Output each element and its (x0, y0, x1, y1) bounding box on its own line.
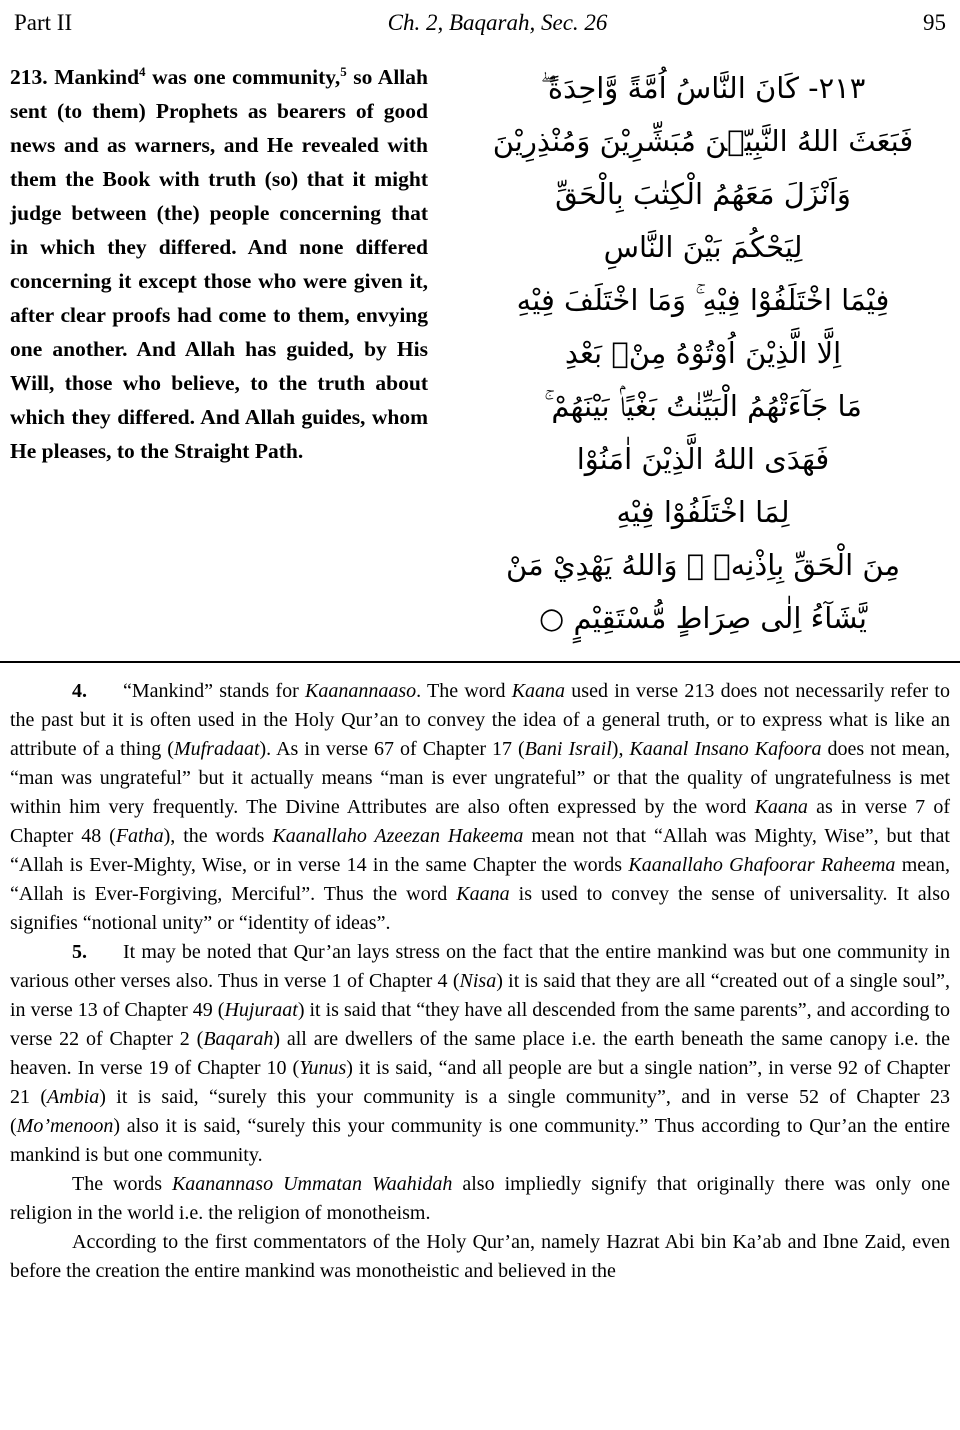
text-segment: ) all are dwellers of the same place i.e. the earth beneath the same canopy i.e. the heaven. In verse 19 of Chapter 10 ( (10, 1028, 951, 1079)
text-segment: Kaanannaso Ummatan Waahidah (171, 1173, 453, 1195)
verse-section (8, 60, 952, 645)
text-segment: ), the words (163, 825, 273, 847)
text-segment: does not mean, “man was ungrateful” but it actually means “man is ever ungrateful” or that the quality of ungratefulness is met within him very frequently. The Divine Attributes are also often expressed by the word (10, 738, 951, 818)
text-segment: “Mankind” stands for (123, 680, 306, 702)
text-segment: Ambia (47, 1086, 100, 1108)
text-segment: Kaanallaho Azeezan Hakeema (272, 825, 524, 847)
header-part-label: Part II (14, 10, 73, 35)
text-segment: also impliedly signify that originally there was only one religion in the world i.e. the religion of monotheism. (10, 1173, 951, 1224)
footnote-reference: 4 (139, 63, 146, 79)
text-segment: Kaanal Insano Kafoora (629, 738, 822, 760)
header-chapter-title: Ch. 2, Baqarah, Sec. 26 (387, 10, 608, 35)
text-segment: was one community, (145, 65, 341, 89)
text-segment: ) also it is said, “surely this your community is one community.” Thus according to Qur’an the entire mankind is but one community. (10, 1115, 950, 1166)
text-segment: Hujuraat (224, 999, 298, 1021)
text-segment: mean not that “Allah was Mighty, Wise”, but that “Allah is Ever-Mighty, Wise, or in verse 14 in the same Chapter the words (10, 825, 950, 876)
arabic-line: اِلَّا الَّذِيْنَ اُوْتُوْهُ مِنْۢ بَعْدِ (564, 336, 842, 370)
text-segment: ) it is said, “surely this your community is a single community”, and in verse 52 of Chapter 23 ( (10, 1086, 950, 1137)
arabic-line: مِنَ الْحَقِّ بِاِذْنِهٖ ۗ وَاللهُ يَهْدِيْ مَنْ (506, 548, 900, 582)
footnote-paragraph (10, 938, 950, 1170)
arabic-line: وَاَنْزَلَ مَعَهُمُ الْكِتٰبَ بِالْحَقِّ (555, 177, 851, 211)
text-segment: so Allah sent (to them) Prophets as bearers of good news and as warners, and He revealed with them the Book with truth (so) that it might judge between (the) people concerning that in which they differed. And none differed concerning it except those who were given it, after clear proofs had come to them, envying one another. And Allah has guided, by His Will, those who believe, to the truth about which they differed. And Allah guides, whom He pleases, to the Straight Path. (10, 65, 428, 463)
text-segment: It may be noted that Qur’an lays stress on the fact that the entire mankind was but one community in various other verses also. Thus in verse 1 of Chapter 4 ( (10, 941, 950, 992)
footnote-separator (0, 661, 960, 663)
arabic-line: فِيْمَا اخْتَلَفُوْا فِيْهِ ۚ وَمَا اخْتَلَفَ فِيْهِ (516, 283, 890, 317)
text-segment: Kaana (456, 883, 510, 905)
text-segment: used in verse 213 does not necessarily refer to the past but it is often used in the Holy Qur’an to convey the idea of a general truth, or to express what is like an attribute of a thing ( (10, 680, 950, 760)
text-segment: mean, “Allah is Ever-Forgiving, Merciful”. Thus the word (10, 854, 951, 905)
arabic-text (428, 60, 952, 645)
arabic-line: يَّشَآءُ اِلٰى صِرَاطٍ مُّسْتَقِيْمٍ ○ (538, 601, 868, 635)
text-segment: ). As in verse 67 of Chapter 17 ( (259, 738, 525, 760)
text-segment: ) it is said that “they have all descended from the same parents”, and according to verse 22 of Chapter 2 ( (10, 999, 950, 1050)
footnote-paragraph (10, 677, 950, 938)
arabic-line: فَهَدَى اللهُ الَّذِيْنَ اٰمَنُوْا (576, 442, 830, 476)
footnote-reference: 5 (340, 63, 347, 79)
footnote-paragraph (10, 1170, 950, 1228)
text-segment: Yunus (299, 1057, 347, 1079)
text-segment: According to the first commentators of the Holy Qur’an, namely Hazrat Abi bin Ka’ab and Ibne Zaid, even before the creation the entire mankind was monotheistic and believed in the (10, 1231, 950, 1282)
text-segment: . The word (416, 680, 512, 702)
arabic-line: لِمَا اخْتَلَفُوْا فِيْهِ (616, 495, 790, 529)
arabic-line: مَا جَآءَتْهُمُ الْبَيِّنٰتُ بَغْيًاۢ بَيْنَهُمْ ۚ (544, 389, 862, 423)
text-segment: Bani Israil (524, 738, 612, 760)
text-segment: Baqarah (203, 1028, 274, 1050)
footnote-paragraph (10, 1228, 950, 1286)
text-segment: ) it is said that they are all “created out of a single soul”, in verse 13 of Chapter 49 ( (10, 970, 950, 1021)
footnote-number: 5. (72, 941, 87, 963)
text-segment: 213. Mankind (10, 65, 140, 89)
text-segment: ), (611, 738, 630, 760)
text-segment: Kaana (754, 796, 808, 818)
text-segment: ) it is said, “and all people are but a single nation”, in verse 92 of Chapter 21 ( (10, 1057, 950, 1108)
verse-translation-english (8, 60, 428, 645)
arabic-line: ٢١٣- كَانَ النَّاسُ اُمَّةً وَّاحِدَةً ۖ (540, 71, 866, 105)
text-segment: as in verse 7 of Chapter 48 ( (10, 796, 950, 847)
page-header (8, 8, 952, 36)
text-segment: Kaana (511, 680, 566, 702)
text-segment: is used to convey the sense of universality. It also signifies “notional unity” or “identity of ideas”. (10, 883, 950, 934)
arabic-line: لِيَحْكُمَ بَيْنَ النَّاسِ (603, 230, 803, 264)
text-segment: Fatha (115, 825, 164, 847)
text-segment: Mo’menoon (16, 1115, 114, 1137)
text-segment: Kaanallaho Ghafoorar Raheema (628, 854, 896, 876)
text-segment: Mufradaat (173, 738, 260, 760)
text-segment: The words (72, 1173, 172, 1195)
arabic-line: فَبَعَثَ اللهُ النَّبِيّٖنَ مُبَشِّرِيْنَ وَمُنْذِرِيْنَ (492, 124, 914, 158)
text-segment: Kaanannaaso (305, 680, 417, 702)
text-segment: Nisa (459, 970, 497, 992)
footnotes (8, 677, 952, 1286)
footnote-number: 4. (72, 680, 87, 702)
header-page-number: 95 (922, 10, 946, 35)
